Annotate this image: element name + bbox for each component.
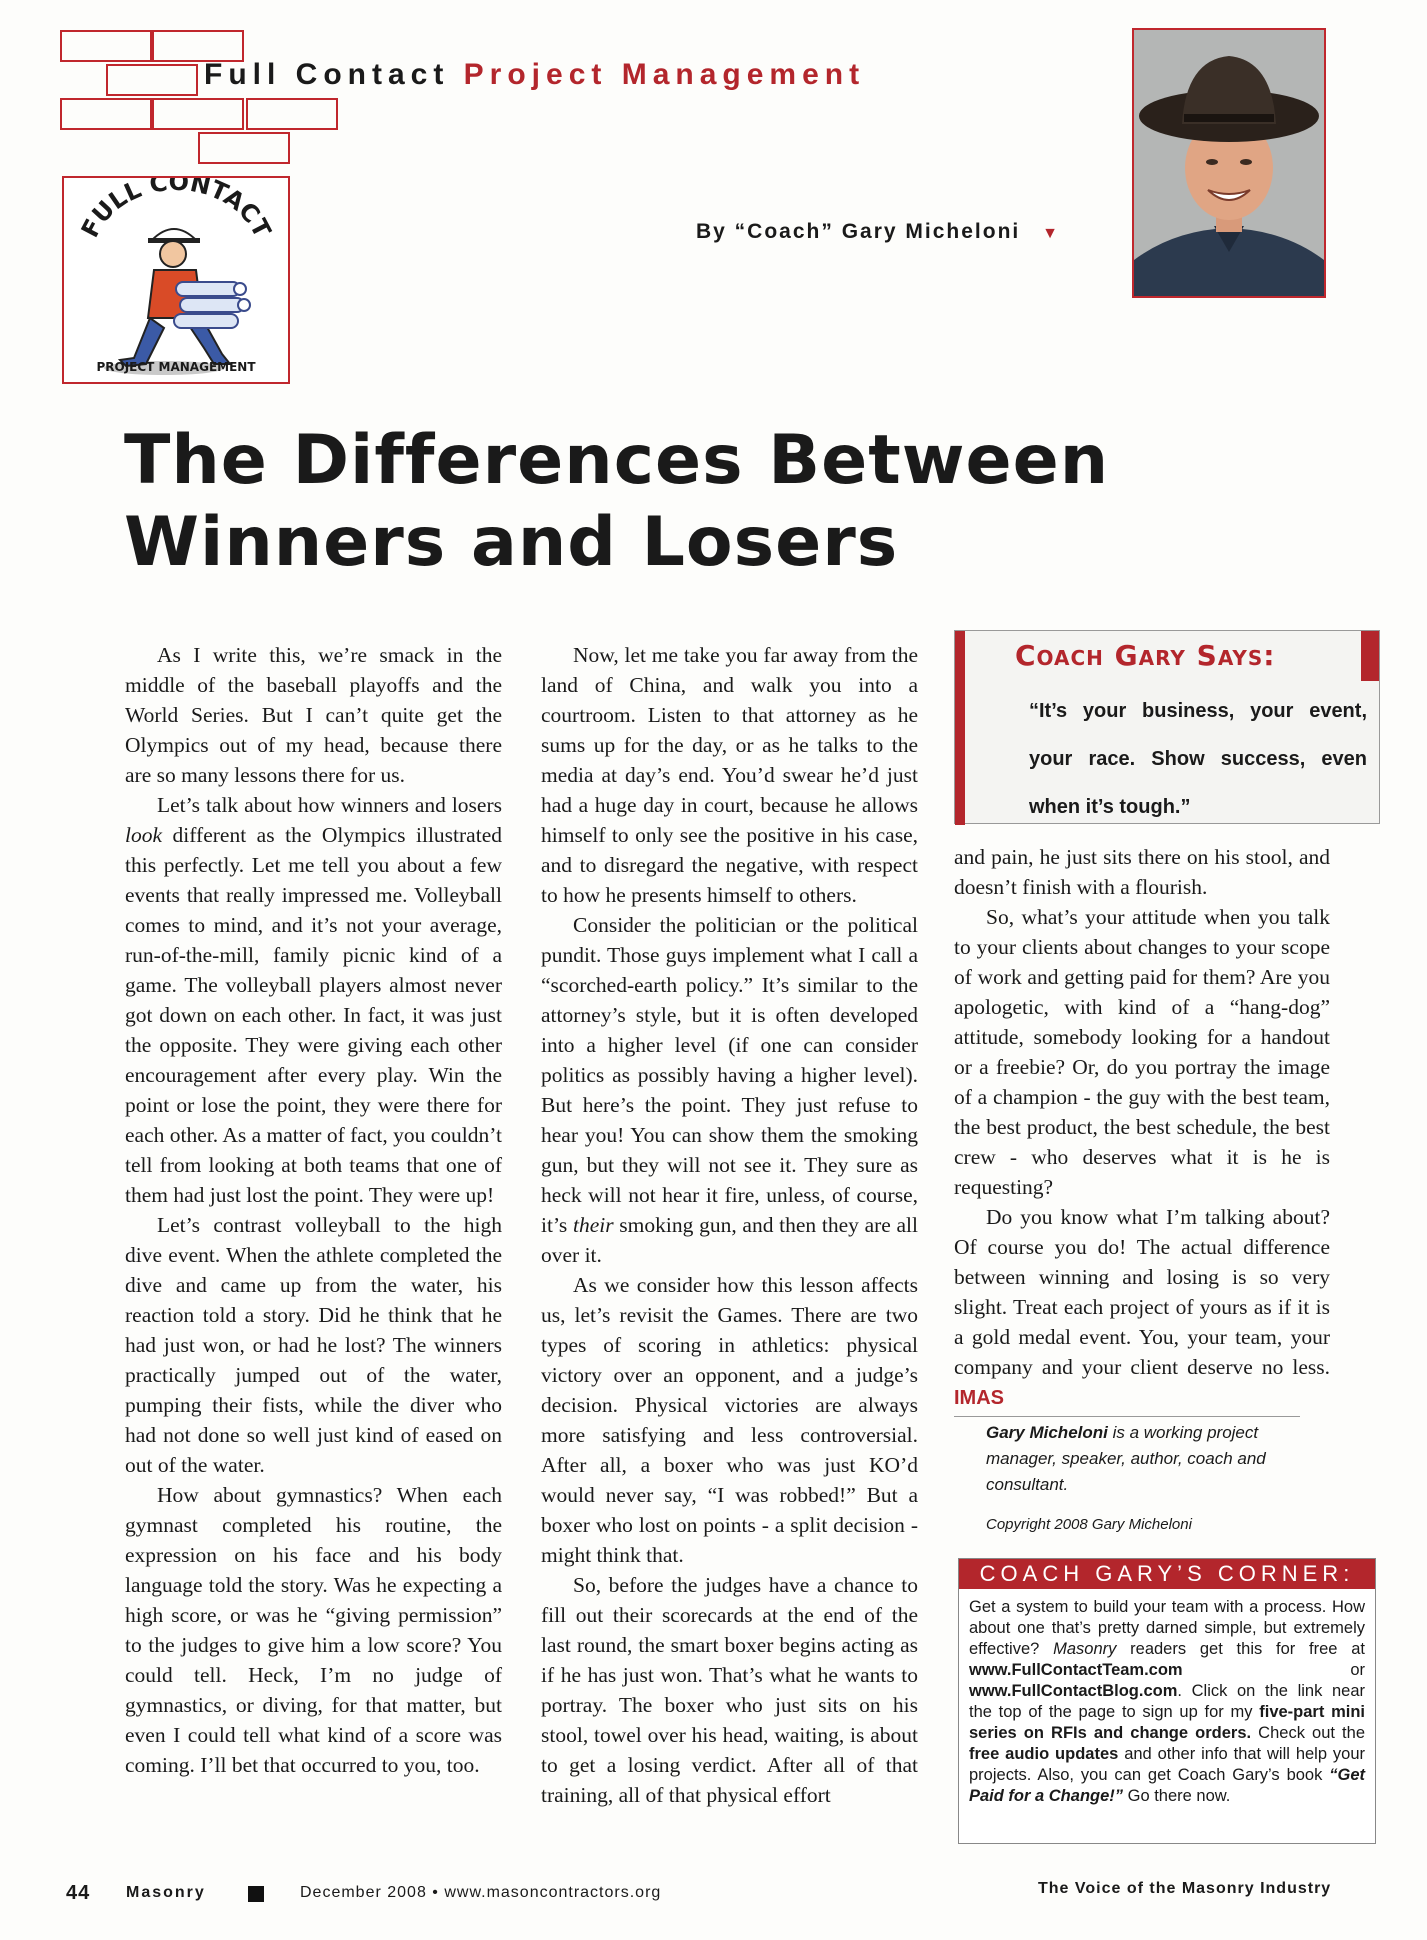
magazine-name: Masonry xyxy=(126,1884,206,1901)
footer-tagline: The Voice of the Masonry Industry xyxy=(1038,1880,1332,1897)
end-mark: IMAS xyxy=(954,1387,1004,1409)
column-3 xyxy=(954,842,1330,1413)
footer xyxy=(66,1880,1366,1908)
col3-paragraph-2: So, what’s your attitude when you talk to your clients about changes to your scope of work and getting paid for them? Are you apologetic, with kind of a “hang-dog” attitude, somebody looking for a handout or a freebie? Or, do you portray the image of a champion - the guy with the best team, the best product, the best schedule, the best crew - who deserves what it is he is requesting? xyxy=(954,905,1330,1199)
col2-paragraph-1: Now, let me take you far away from the land of China, and walk you into a courtroom. Listen to that attorney as he sums up for the day, or as he talks to the media at day’s end. You’d swear he’d just had a huge day in court, because he allows himself to only see the positive in his case, and to disregard the negative, with respect to how he presents himself to others. xyxy=(541,643,918,907)
headline-line1: The Differences Between xyxy=(124,421,1110,500)
bio-divider xyxy=(954,1416,1300,1417)
author-bio xyxy=(986,1420,1306,1498)
byline-text: By “Coach” Gary Micheloni xyxy=(696,220,1021,243)
col3-paragraph-3: Do you know what I’m talking about? Of course you do! The actual difference between winning and losing is so very slight. Treat each project of yours as if it is a gold medal event. You, your team, your company and your client deserve no less. IMAS xyxy=(954,1205,1330,1409)
copyright: Copyright 2008 Gary Micheloni xyxy=(986,1516,1192,1533)
bio-text: is a working project manager, speaker, author, coach and consultant. xyxy=(986,1423,1266,1494)
coach-gary-corner xyxy=(958,1558,1376,1844)
link-fullcontactteam[interactable]: www.FullContactTeam.com xyxy=(969,1661,1183,1679)
col2-paragraph-2: Consider the politician or the political pundit. Those guys implement what I call a “scorched-earth policy.” It’s similar to the attorney’s style, but it is often developed into a higher level (if one can consider politics as possibly having a higher level). But here’s the point. They just refuse to hear you! You can show them the smoking gun, but they will not see it. They sure as heck will not hear it fire, unless, of course, it’s their smoking gun, and then they are all over it. xyxy=(541,913,919,1267)
logo-bottom-text: PROJECT MANAGEMENT xyxy=(96,360,256,374)
full-contact-logo xyxy=(62,176,290,384)
series-title-part1: Full Contact xyxy=(204,58,450,91)
col1-paragraph-2: Let’s talk about how winners and losers look different as the Olympics illustrated this perfectly. Let me tell you about a few events that really impressed me. Volleyball comes to mind, and it’s not your average, run-of-the-mill, family picnic kind of a game. The volleyball players almost never got down on each other. In fact, it was just the opposite. They were giving each other encouragement after every play. Win the point or lose the point, they were there for each other. As a matter of fact, you couldn’t tell from looking at both teams that one of them had just lost the point. They were up! xyxy=(125,793,502,1207)
link-fullcontactblog[interactable]: www.FullContactBlog.com xyxy=(969,1682,1178,1700)
col3-paragraph-1: and pain, he just sits there on his stool, and doesn’t finish with a flourish. xyxy=(954,845,1330,899)
col1-paragraph-4: How about gymnastics? When each gymnast completed his routine, the expression on his face and his body language told the story. Was he expecting a high score, or was he “giving permission” to the judges to give him a low score? You could tell. Heck, I’m no judge of gymnastics, or diving, for that matter, but even I could tell what kind of a score was coming. I’ll bet that occurred to you, too. xyxy=(125,1483,502,1777)
triangle-down-icon: ▼ xyxy=(1042,225,1060,242)
col1-paragraph-3: Let’s contrast volleyball to the high dive event. When the athlete completed the dive and came up from the water, his reaction told a story. Did he think that he had just won, or had he lost? The winners practically jumped out of the water, pumping their fists, while the diver who had not done so well just kind of eased on out of the water. xyxy=(125,1213,502,1477)
coach-gary-says-quote: “It’s your business, your event, your race. Show success, even when it’s tough.” xyxy=(1029,700,1367,818)
headline-line2: Winners and Losers xyxy=(124,503,899,582)
coach-gary-says-box xyxy=(954,630,1380,824)
square-icon xyxy=(248,1886,264,1902)
corner-body: Get a system to build your team with a process. How about one that’s pretty darned simple, but extremely effective? Masonry readers get this for free at www.FullContactTeam.com or www.FullContactBlog.com. Click on the link near the top of the page to sign up for my five-part mini series on RFIs and change orders. Check out the free audio updates and other info that will help your projects. Also, you can get Coach Gary’s book “Get Paid for a Change!” Go there now. xyxy=(969,1598,1365,1805)
col2-paragraph-4: So, before the judges have a chance to fill out their scorecards at the end of the last round, the smart boxer begins acting as if he has just won. That’s what he wants to portray. The boxer who just sits on his stool, towel over his head, waiting, is about to get a losing verdict. After all of that training, all of that physical effort xyxy=(541,1573,918,1807)
series-title-part2: Project Management xyxy=(463,58,866,91)
page-number: 44 xyxy=(66,1882,91,1904)
headline xyxy=(124,420,1274,584)
logo-top-text: FULL CONTACT xyxy=(75,178,277,243)
column-1 xyxy=(125,640,502,1780)
col1-paragraph-1: As I write this, we’re smack in the middle of the baseball playoffs and the World Series. But I can’t quite get the Olympics out of my head, because there are so many lessons there for us. xyxy=(125,643,502,787)
coach-gary-says-title: Coach Gary Says: xyxy=(1015,639,1276,672)
corner-title: COACH GARY’S CORNER: xyxy=(959,1559,1375,1589)
issue-info: December 2008 • www.masoncontractors.org xyxy=(300,1884,662,1901)
author-photo xyxy=(1132,28,1326,298)
byline xyxy=(696,220,1060,244)
column-2 xyxy=(541,640,918,1810)
construction-worker-icon xyxy=(64,178,288,382)
series-title xyxy=(204,58,865,92)
col2-paragraph-3: As we consider how this lesson affects us, let’s revisit the Games. There are two types of scoring in athletics: physical victory over an opponent, and a judge’s decision. Physical victories are always more satisfying and less controversial. After all, a boxer who was just KO’d would never say, “I was robbed!” But a boxer who lost on points - a split decision - might think that. xyxy=(541,1273,918,1567)
bio-name: Gary Micheloni xyxy=(986,1423,1108,1442)
